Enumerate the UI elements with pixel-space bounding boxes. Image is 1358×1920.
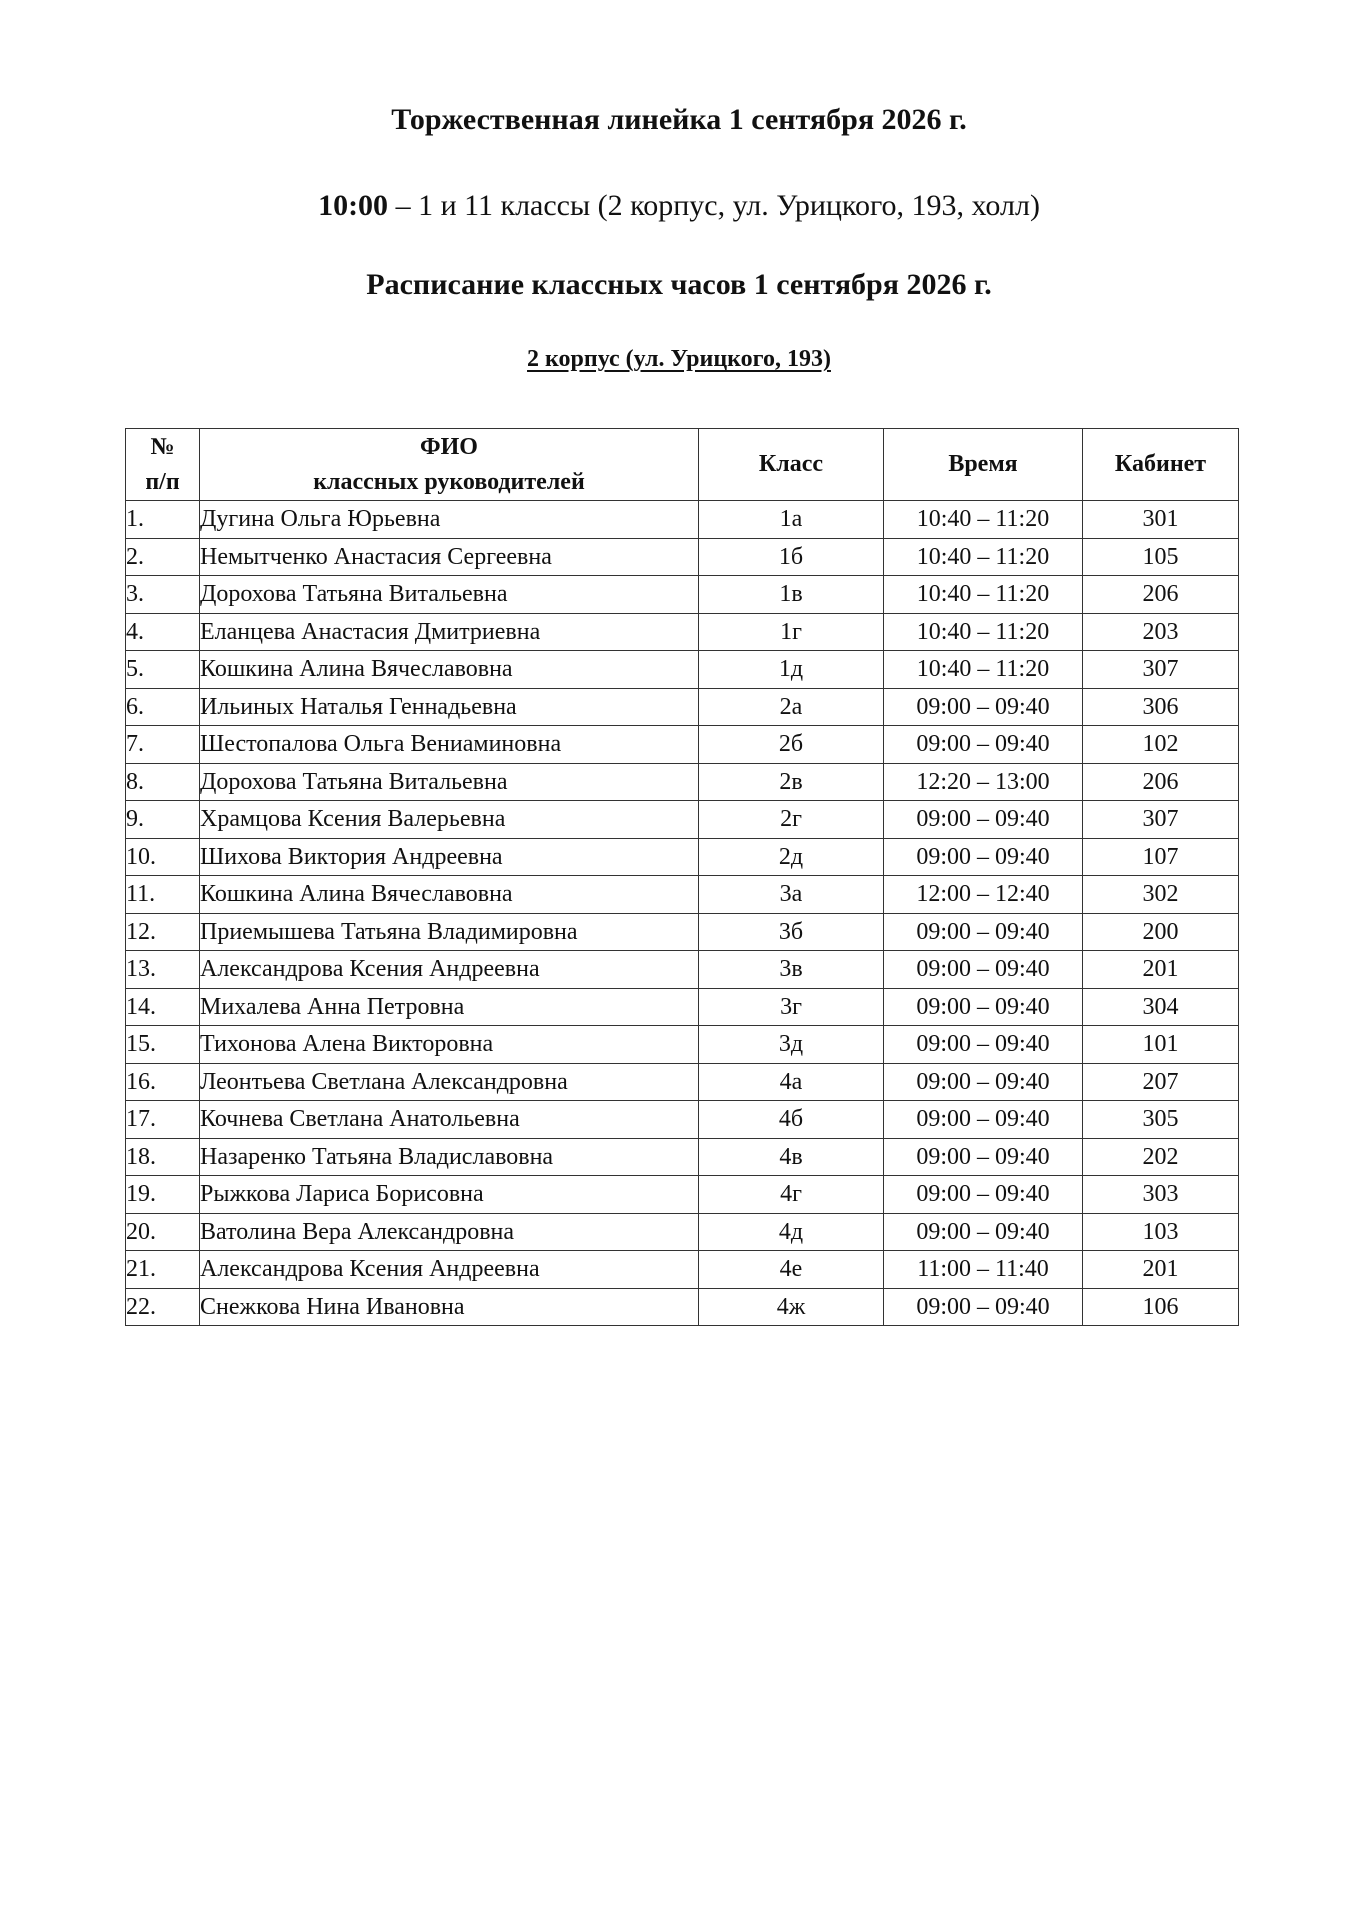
ceremony-time: 10:00 bbox=[318, 189, 389, 222]
teacher-name: Дорохова Татьяна Витальевна bbox=[200, 576, 699, 614]
class-time: 10:40 – 11:20 bbox=[884, 576, 1083, 614]
table-row bbox=[126, 1251, 1239, 1289]
table-row bbox=[126, 838, 1239, 876]
table-row bbox=[126, 726, 1239, 764]
class-time: 09:00 – 09:40 bbox=[884, 1176, 1083, 1214]
header-name bbox=[200, 429, 699, 501]
table-row bbox=[126, 876, 1239, 914]
room-number: 201 bbox=[1083, 951, 1239, 989]
teacher-name: Рыжкова Лариса Борисовна bbox=[200, 1176, 699, 1214]
teacher-name: Приемышева Татьяна Владимировна bbox=[200, 913, 699, 951]
teacher-name: Кошкина Алина Вячеславовна bbox=[200, 651, 699, 689]
teacher-name: Дорохова Татьяна Витальевна bbox=[200, 763, 699, 801]
room-number: 202 bbox=[1083, 1138, 1239, 1176]
row-number: 15. bbox=[126, 1026, 200, 1064]
row-number: 20. bbox=[126, 1213, 200, 1251]
class-time: 09:00 – 09:40 bbox=[884, 801, 1083, 839]
ceremony-details: – 1 и 11 классы (2 корпус, ул. Урицкого, 193, холл) bbox=[388, 189, 1040, 222]
class-time: 10:40 – 11:20 bbox=[884, 538, 1083, 576]
class-name: 1д bbox=[699, 651, 884, 689]
row-number: 4. bbox=[126, 613, 200, 651]
class-name: 4в bbox=[699, 1138, 884, 1176]
teacher-name: Шестопалова Ольга Вениаминовна bbox=[200, 726, 699, 764]
class-time: 09:00 – 09:40 bbox=[884, 1213, 1083, 1251]
row-number: 5. bbox=[126, 651, 200, 689]
teacher-name: Назаренко Татьяна Владиславовна bbox=[200, 1138, 699, 1176]
teacher-name: Кочнева Светлана Анатольевна bbox=[200, 1101, 699, 1139]
class-name: 3а bbox=[699, 876, 884, 914]
class-time: 09:00 – 09:40 bbox=[884, 913, 1083, 951]
row-number: 11. bbox=[126, 876, 200, 914]
class-name: 1в bbox=[699, 576, 884, 614]
header-num-line1: № bbox=[150, 433, 175, 460]
room-number: 301 bbox=[1083, 501, 1239, 539]
class-name: 4д bbox=[699, 1213, 884, 1251]
room-number: 200 bbox=[1083, 913, 1239, 951]
ceremony-time-line bbox=[0, 186, 1358, 226]
row-number: 7. bbox=[126, 726, 200, 764]
row-number: 14. bbox=[126, 988, 200, 1026]
room-number: 102 bbox=[1083, 726, 1239, 764]
room-number: 303 bbox=[1083, 1176, 1239, 1214]
room-number: 103 bbox=[1083, 1213, 1239, 1251]
class-name: 4ж bbox=[699, 1288, 884, 1326]
table-row bbox=[126, 1288, 1239, 1326]
table-row bbox=[126, 613, 1239, 651]
row-number: 18. bbox=[126, 1138, 200, 1176]
class-name: 2а bbox=[699, 688, 884, 726]
room-number: 304 bbox=[1083, 988, 1239, 1026]
row-number: 16. bbox=[126, 1063, 200, 1101]
room-number: 107 bbox=[1083, 838, 1239, 876]
row-number: 13. bbox=[126, 951, 200, 989]
room-number: 207 bbox=[1083, 1063, 1239, 1101]
table-row bbox=[126, 688, 1239, 726]
room-number: 307 bbox=[1083, 801, 1239, 839]
teacher-name: Дугина Ольга Юрьевна bbox=[200, 501, 699, 539]
table-row bbox=[126, 651, 1239, 689]
class-time: 09:00 – 09:40 bbox=[884, 1026, 1083, 1064]
teacher-name: Снежкова Нина Ивановна bbox=[200, 1288, 699, 1326]
class-time: 09:00 – 09:40 bbox=[884, 1288, 1083, 1326]
table-row bbox=[126, 1213, 1239, 1251]
room-number: 201 bbox=[1083, 1251, 1239, 1289]
building-address: 2 корпус (ул. Урицкого, 193) bbox=[527, 346, 831, 372]
class-name: 3в bbox=[699, 951, 884, 989]
class-name: 4б bbox=[699, 1101, 884, 1139]
table-row bbox=[126, 576, 1239, 614]
class-name: 1г bbox=[699, 613, 884, 651]
table-row bbox=[126, 763, 1239, 801]
row-number: 17. bbox=[126, 1101, 200, 1139]
table-row bbox=[126, 501, 1239, 539]
class-time: 12:20 – 13:00 bbox=[884, 763, 1083, 801]
room-number: 305 bbox=[1083, 1101, 1239, 1139]
teacher-name: Немытченко Анастасия Сергеевна bbox=[200, 538, 699, 576]
class-name: 2д bbox=[699, 838, 884, 876]
header-time: Время bbox=[884, 429, 1083, 501]
table-row bbox=[126, 1176, 1239, 1214]
row-number: 22. bbox=[126, 1288, 200, 1326]
header-class: Класс bbox=[699, 429, 884, 501]
table-row bbox=[126, 1026, 1239, 1064]
class-name: 4г bbox=[699, 1176, 884, 1214]
class-name: 4е bbox=[699, 1251, 884, 1289]
room-number: 106 bbox=[1083, 1288, 1239, 1326]
ceremony-title: Торжественная линейка 1 сентября 2026 г. bbox=[391, 103, 967, 136]
teacher-name: Еланцева Анастасия Дмитриевна bbox=[200, 613, 699, 651]
room-number: 206 bbox=[1083, 763, 1239, 801]
row-number: 1. bbox=[126, 501, 200, 539]
table-header-row bbox=[126, 429, 1239, 501]
row-number: 19. bbox=[126, 1176, 200, 1214]
class-time: 09:00 – 09:40 bbox=[884, 1138, 1083, 1176]
class-time: 09:00 – 09:40 bbox=[884, 1063, 1083, 1101]
class-time: 09:00 – 09:40 bbox=[884, 1101, 1083, 1139]
class-time: 09:00 – 09:40 bbox=[884, 726, 1083, 764]
room-number: 105 bbox=[1083, 538, 1239, 576]
teacher-name: Ильиных Наталья Геннадьевна bbox=[200, 688, 699, 726]
teacher-name: Ватолина Вера Александровна bbox=[200, 1213, 699, 1251]
row-number: 10. bbox=[126, 838, 200, 876]
room-number: 302 bbox=[1083, 876, 1239, 914]
class-name: 3г bbox=[699, 988, 884, 1026]
room-number: 206 bbox=[1083, 576, 1239, 614]
room-number: 306 bbox=[1083, 688, 1239, 726]
row-number: 2. bbox=[126, 538, 200, 576]
class-time: 09:00 – 09:40 bbox=[884, 838, 1083, 876]
room-number: 307 bbox=[1083, 651, 1239, 689]
header-name-line2: классных руководителей bbox=[313, 468, 585, 495]
schedule-title: Расписание классных часов 1 сентября 2026 г. bbox=[366, 268, 992, 301]
teacher-name: Леонтьева Светлана Александровна bbox=[200, 1063, 699, 1101]
class-time: 11:00 – 11:40 bbox=[884, 1251, 1083, 1289]
teacher-name: Тихонова Алена Викторовна bbox=[200, 1026, 699, 1064]
class-time: 10:40 – 11:20 bbox=[884, 651, 1083, 689]
row-number: 9. bbox=[126, 801, 200, 839]
class-time: 10:40 – 11:20 bbox=[884, 613, 1083, 651]
class-time: 09:00 – 09:40 bbox=[884, 951, 1083, 989]
class-time: 09:00 – 09:40 bbox=[884, 988, 1083, 1026]
row-number: 6. bbox=[126, 688, 200, 726]
row-number: 21. bbox=[126, 1251, 200, 1289]
teacher-name: Александрова Ксения Андреевна bbox=[200, 951, 699, 989]
class-name: 3д bbox=[699, 1026, 884, 1064]
class-name: 1а bbox=[699, 501, 884, 539]
teacher-name: Александрова Ксения Андреевна bbox=[200, 1251, 699, 1289]
table-row bbox=[126, 1101, 1239, 1139]
teacher-name: Михалева Анна Петровна bbox=[200, 988, 699, 1026]
class-name: 2в bbox=[699, 763, 884, 801]
class-name: 4а bbox=[699, 1063, 884, 1101]
class-time: 09:00 – 09:40 bbox=[884, 688, 1083, 726]
table-row bbox=[126, 913, 1239, 951]
class-name: 2г bbox=[699, 801, 884, 839]
room-number: 203 bbox=[1083, 613, 1239, 651]
table-row bbox=[126, 1138, 1239, 1176]
header-num-line2: п/п bbox=[145, 468, 180, 495]
class-time: 12:00 – 12:40 bbox=[884, 876, 1083, 914]
table-row bbox=[126, 801, 1239, 839]
row-number: 8. bbox=[126, 763, 200, 801]
row-number: 3. bbox=[126, 576, 200, 614]
teacher-name: Шихова Виктория Андреевна bbox=[200, 838, 699, 876]
table-row bbox=[126, 988, 1239, 1026]
table-row bbox=[126, 951, 1239, 989]
teacher-name: Кошкина Алина Вячеславовна bbox=[200, 876, 699, 914]
class-name: 3б bbox=[699, 913, 884, 951]
row-number: 12. bbox=[126, 913, 200, 951]
header-name-line1: ФИО bbox=[420, 433, 478, 460]
class-time: 10:40 – 11:20 bbox=[884, 501, 1083, 539]
schedule-table bbox=[125, 428, 1239, 1326]
table-row bbox=[126, 1063, 1239, 1101]
class-name: 1б bbox=[699, 538, 884, 576]
header-room: Кабинет bbox=[1083, 429, 1239, 501]
class-name: 2б bbox=[699, 726, 884, 764]
header-num bbox=[126, 429, 200, 501]
table-row bbox=[126, 538, 1239, 576]
room-number: 101 bbox=[1083, 1026, 1239, 1064]
teacher-name: Храмцова Ксения Валерьевна bbox=[200, 801, 699, 839]
table-body bbox=[126, 501, 1239, 1326]
